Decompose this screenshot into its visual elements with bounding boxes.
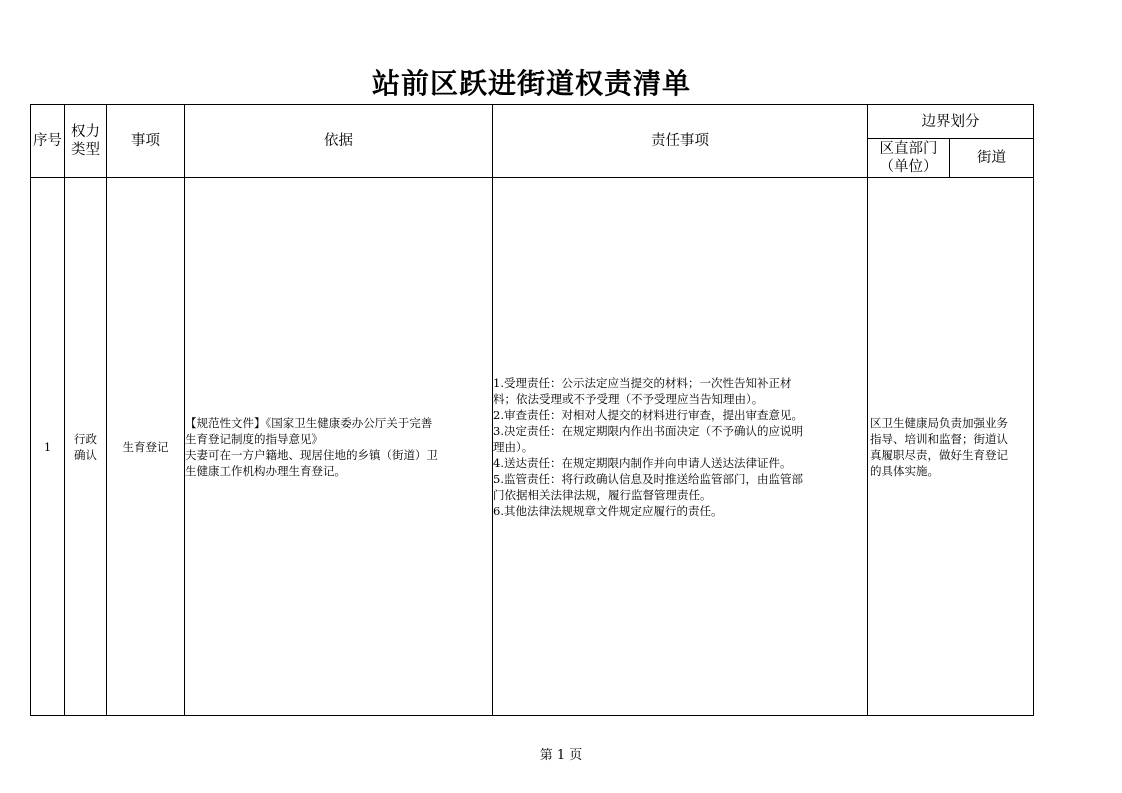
responsibility-line: 5.监管责任：将行政确认信息及时推送给监管部门，由监管部 <box>493 471 803 486</box>
responsibility-line: 1.受理责任：公示法定应当提交的材料；一次性告知补正材 <box>493 375 792 390</box>
page-suffix: 页 <box>569 748 583 763</box>
responsibility-line: 理由）。 <box>493 439 534 454</box>
responsibility-line: 料；依法受理或不予受理（不予受理应当告知理由）。 <box>493 391 764 406</box>
cell-seq: 1 <box>31 178 65 716</box>
header-seq: 序号 <box>31 105 65 178</box>
document-title: 站前区跃进街道权责清单 <box>371 67 691 100</box>
basis-line: 【规范性文件】《国家卫生健康委办公厅关于完善 <box>185 415 433 430</box>
cell-power-type-line-1: 行政 <box>74 431 97 446</box>
basis-line: 生育登记制度的指导意见》 <box>185 431 323 446</box>
dept-line: 区卫生健康局负责加强业务 <box>870 415 1008 430</box>
header-power-type-line-2: 类型 <box>71 142 100 158</box>
header-row-1 <box>31 105 1034 139</box>
dept-line: 的具体实施。 <box>870 463 939 478</box>
boundary-text <box>868 415 1033 479</box>
responsibility-table <box>30 104 1034 716</box>
responsibility-line: 4.送达责任：在规定期限内制作并向申请人送达法律证件。 <box>493 455 792 470</box>
responsibility-line: 3.决定责任：在规定期限内作出书面决定（不予确认的应说明 <box>493 423 803 438</box>
page-number: 1 <box>556 748 566 763</box>
responsibility-line: 6.其他法律法规规章文件规定应履行的责任。 <box>493 503 723 518</box>
header-power-type <box>65 105 107 178</box>
header-item: 事项 <box>107 105 185 178</box>
dept-line: 指导、培训和监督；街道认 <box>870 431 1008 446</box>
header-street: 街道 <box>950 139 1034 178</box>
cell-basis <box>185 178 493 716</box>
page-prefix: 第 <box>539 748 553 763</box>
responsibility-line: 2.审查责任：对相对人提交的材料进行审查，提出审查意见。 <box>493 407 803 422</box>
responsibility-line: 门依据相关法律法规，履行监督管理责任。 <box>493 487 712 502</box>
cell-responsibility <box>493 178 868 716</box>
basis-line: 夫妻可在一方户籍地、现居住地的乡镇（街道）卫 <box>185 447 438 462</box>
header-responsibility: 责任事项 <box>493 105 868 178</box>
header-dept-line-2: （单位） <box>879 159 938 175</box>
cell-item: 生育登记 <box>107 178 185 716</box>
header-dept <box>868 139 950 178</box>
cell-power-type-line-2: 确认 <box>74 447 97 462</box>
table-row <box>31 178 1034 716</box>
page-number-footer <box>0 744 1122 763</box>
header-power-type-line-1: 权力 <box>71 124 100 140</box>
header-dept-line-1: 区直部门 <box>879 141 938 157</box>
cell-boundary <box>868 178 1034 716</box>
basis-line: 生健康工作机构办理生育登记。 <box>185 463 346 478</box>
dept-line: 真履职尽责，做好生育登记 <box>870 447 1008 462</box>
cell-power-type <box>65 178 107 716</box>
header-boundary: 边界划分 <box>868 105 1034 139</box>
header-basis: 依据 <box>185 105 493 178</box>
